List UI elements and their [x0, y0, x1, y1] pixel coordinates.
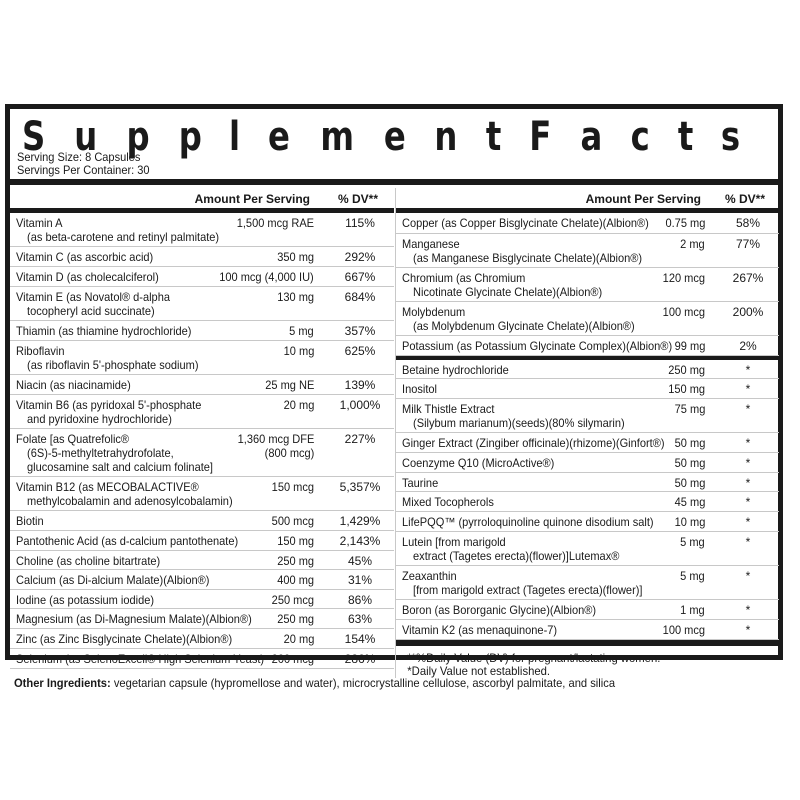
- nutrient-amount: [277, 290, 314, 304]
- footnote-dv-pregnant: **%Daily Value (DV) for pregnant/lactating women.: [407, 651, 661, 665]
- amount-value: 10 mg: [283, 344, 314, 358]
- nutrient-name-line: Coenzyme Q10 (MicroActive®): [402, 456, 555, 470]
- amount-value: 250 mg: [277, 612, 314, 626]
- nutrient-row: [10, 629, 394, 649]
- nutrient-amount: [272, 514, 314, 528]
- left-column-header: [10, 188, 394, 208]
- nutrient-name-line: Zeaxanthin: [402, 569, 457, 583]
- nutrient-row: [10, 531, 394, 551]
- nutrient-amount: [283, 632, 314, 646]
- nutrient-amount: [680, 535, 705, 549]
- amount-value: 2 mg: [680, 237, 705, 251]
- nutrient-name-line: Ginger Extract (Zingiber officinale)(rhizome)(Ginfort®): [402, 436, 665, 450]
- nutrient-amount: [674, 436, 705, 450]
- amount-value: 45 mg: [674, 495, 705, 509]
- nutrient-amount: [272, 652, 314, 666]
- title-letter: F: [529, 114, 552, 160]
- nutrient-dv: 357%: [344, 324, 376, 338]
- amount-value: 350 mg: [277, 250, 314, 264]
- nutrient-name: [16, 573, 209, 587]
- nutrient-dv: *: [745, 569, 751, 583]
- amount-value: 0.75 mg: [665, 216, 705, 230]
- nutrient-name-line: Lutein [from marigold: [402, 535, 506, 549]
- nutrient-dv: *: [745, 515, 751, 529]
- nutrient-dv: *: [745, 436, 751, 450]
- amount-value: 250 mg: [668, 363, 705, 377]
- nutrient-source: tocopheryl acid succinate): [27, 304, 155, 318]
- amount-value: 5 mg: [680, 569, 705, 583]
- nutrient-dv: *: [745, 363, 751, 377]
- footnote-dv-not-established: *Daily Value not established.: [407, 664, 551, 678]
- nutrient-row: [396, 213, 779, 234]
- title-letter: e: [383, 114, 406, 160]
- nutrient-name-line: Vitamin E (as Novatol® d-alpha: [16, 290, 170, 304]
- nutrient-dv: 63%: [347, 612, 373, 626]
- nutrient-name-line: Calcium (as Di-alcium Malate)(Albion®): [16, 573, 210, 587]
- nutrient-name-line: Manganese: [402, 237, 460, 251]
- nutrient-name-line: Folate [as Quatrefolic®: [16, 432, 130, 446]
- right-column: [395, 188, 779, 678]
- nutrient-amount: [289, 324, 314, 338]
- nutrient-amount: [219, 270, 314, 284]
- nutrient-amount: [665, 216, 705, 230]
- nutrient-source: (as Manganese Bisglycinate Chelate)(Albion®): [413, 251, 643, 265]
- nutrient-dv: 1,000%: [339, 398, 381, 412]
- nutrient-row: [396, 512, 779, 532]
- right-other-list: [396, 360, 779, 640]
- nutrient-name-line: Inositol: [402, 382, 437, 396]
- amount-value: 100 mcg: [662, 623, 705, 637]
- nutrient-source: (Silybum marianum)(seeds)(80% silymarin): [413, 416, 625, 430]
- other-ingredients: [14, 676, 615, 690]
- nutrient-amount: [237, 432, 314, 460]
- nutrient-amount: [277, 534, 314, 548]
- nutrient-amount: [663, 305, 705, 319]
- nutrient-dv: 1,429%: [339, 514, 381, 528]
- nutrient-name-line: LifePQQ™ (pyrroloquinoline quinone disodium salt): [402, 515, 654, 529]
- nutrient-dv: 227%: [344, 432, 376, 446]
- nutrient-dv: 115%: [345, 216, 375, 230]
- amount-value: 20 mg: [283, 632, 314, 646]
- nutrient-dv: 200%: [732, 305, 764, 319]
- nutrient-amount: [272, 480, 314, 494]
- nutrient-name-line: Niacin (as niacinamide): [16, 378, 131, 392]
- title-letter: t: [677, 114, 694, 160]
- nutrient-row: [10, 375, 394, 395]
- serving-size: Serving Size: 8 Capsules: [17, 150, 141, 164]
- nutrient-name-line: Milk Thistle Extract: [402, 402, 495, 416]
- nutrient-name-line: Copper (as Copper Bisglycinate Chelate)(Albion®): [402, 216, 649, 230]
- nutrient-dv: 292%: [344, 250, 376, 264]
- nutrient-name-line: Chromium (as Chromium: [402, 271, 526, 285]
- nutrient-name: [16, 652, 264, 666]
- nutrient-name-line: Molybdenum: [402, 305, 466, 319]
- nutrient-dv: 684%: [344, 290, 376, 304]
- nutrient-dv: 45%: [347, 554, 373, 568]
- nutrient-row: [396, 600, 779, 620]
- nutrient-name: [16, 612, 252, 626]
- top-divider-bar: [10, 179, 778, 185]
- amount-value: 150 mcg: [271, 480, 314, 494]
- amount-value-alt: (800 mcg): [264, 446, 314, 460]
- nutrient-row: [396, 453, 779, 473]
- nutrient-source: and pyridoxine hydrochloride): [27, 412, 172, 426]
- nutrient-dv: 58%: [735, 216, 761, 230]
- dv-header: % DV**: [724, 192, 765, 206]
- nutrient-name-line: Mixed Tocopherols: [402, 495, 494, 509]
- nutrient-name: [16, 398, 201, 426]
- nutrient-row: [10, 551, 394, 570]
- nutrient-row: [10, 321, 394, 341]
- nutrient-row: [396, 234, 779, 268]
- nutrient-dv: *: [745, 495, 751, 509]
- nutrient-name-line: Vitamin D (as cholecalciferol): [16, 270, 159, 284]
- nutrient-source: Nicotinate Glycinate Chelate)(Albion®): [413, 285, 603, 299]
- nutrient-name: [402, 436, 665, 450]
- nutrient-row: [396, 399, 779, 433]
- title-letter: p: [178, 114, 202, 160]
- nutrient-name: [16, 324, 191, 338]
- amount-value: 100 mcg: [662, 305, 705, 319]
- title-letter: l: [229, 114, 241, 160]
- right-mineral-list: [396, 213, 779, 356]
- title-letter: n: [434, 114, 458, 160]
- amount-value: 50 mg: [674, 436, 705, 450]
- nutrient-name: [16, 270, 159, 284]
- nutrient-name-line: Riboflavin: [16, 344, 65, 358]
- amount-per-serving-header: Amount Per Serving: [585, 192, 701, 206]
- amount-value: 150 mg: [277, 534, 314, 548]
- amount-value: 10 mg: [674, 515, 705, 529]
- nutrient-name-line: Zinc (as Zinc Bisglycinate Chelate)(Albion®): [16, 632, 233, 646]
- nutrient-dv: 667%: [344, 270, 376, 284]
- nutrient-name-line: Vitamin B12 (as MECOBALACTIVE®: [16, 480, 199, 494]
- nutrient-dv: 2,143%: [339, 534, 381, 548]
- nutrient-name-line: Vitamin C (as ascorbic acid): [16, 250, 154, 264]
- nutrient-dv: 139%: [344, 378, 376, 392]
- nutrient-source: (as Molybdenum Glycinate Chelate)(Albion®): [413, 319, 635, 333]
- nutrient-row: [396, 433, 779, 453]
- nutrient-name-line: Vitamin A: [16, 216, 63, 230]
- nutrient-row: [396, 492, 779, 512]
- nutrient-amount: [663, 271, 705, 285]
- nutrient-dv: *: [745, 402, 751, 416]
- nutrient-row: [10, 649, 394, 669]
- nutrient-amount: [277, 250, 314, 264]
- nutrient-dv: 286%: [344, 652, 376, 666]
- other-ingredients-text: vegetarian capsule (hypromellose and water), microcrystalline cellulose, ascorbyl palmitate, and silica: [110, 676, 616, 690]
- nutrient-amount: [674, 456, 705, 470]
- nutrient-name: [402, 402, 625, 430]
- nutrient-name: [402, 216, 649, 230]
- amount-value: 1 mg: [680, 603, 705, 617]
- right-column-header: [396, 188, 779, 208]
- amount-value: 130 mg: [277, 290, 314, 304]
- amount-value: 75 mg: [674, 402, 705, 416]
- nutrient-name-line: Iodine (as potassium iodide): [16, 593, 155, 607]
- nutrient-name: [402, 495, 494, 509]
- title-letter: e: [268, 114, 291, 160]
- left-column: [10, 188, 394, 669]
- title-letter: S: [22, 114, 46, 160]
- nutrient-dv: *: [745, 456, 751, 470]
- nutrient-name: [402, 476, 438, 490]
- title-letter: s: [721, 114, 741, 160]
- amount-value: 1,500 mcg RAE: [236, 216, 314, 230]
- nutrient-name-line: Choline (as choline bitartrate): [16, 554, 161, 568]
- title-letter: u: [74, 114, 98, 160]
- nutrient-name-line: Vitamin K2 (as menaquinone-7): [402, 623, 558, 637]
- nutrient-name: [402, 363, 509, 377]
- amount-value: 5 mg: [680, 535, 705, 549]
- nutrient-row: [396, 360, 779, 379]
- nutrient-row: [396, 379, 779, 399]
- nutrient-name: [402, 339, 672, 353]
- nutrient-amount: [674, 495, 705, 509]
- nutrient-amount: [674, 339, 705, 353]
- nutrient-source: (as riboflavin 5'-phosphate sodium): [27, 358, 199, 372]
- nutrient-amount: [680, 603, 705, 617]
- nutrient-row: [10, 287, 394, 321]
- amount-value: 150 mg: [668, 382, 705, 396]
- servings-per-container: Servings Per Container: 30: [17, 163, 150, 177]
- nutrient-source: (6S)-5-methyltetrahydrofolate,: [27, 446, 174, 460]
- nutrient-name-line: Selenium (as SelenoExcell® High Selenium Yeast): [16, 652, 265, 666]
- amount-value: 100 mcg (4,000 IU): [219, 270, 314, 284]
- nutrient-name: [402, 515, 654, 529]
- nutrient-dv: *: [745, 603, 751, 617]
- nutrient-name: [402, 603, 596, 617]
- left-nutrient-list: [10, 213, 394, 669]
- nutrient-row: [10, 213, 394, 247]
- nutrient-name: [16, 378, 131, 392]
- nutrient-amount: [265, 378, 314, 392]
- nutrient-amount: [680, 569, 705, 583]
- nutrient-dv: 86%: [347, 593, 373, 607]
- amount-value: 5 mg: [289, 324, 314, 338]
- nutrient-name-line: Pantothenic Acid (as d-calcium pantothenate): [16, 534, 239, 548]
- nutrient-dv: *: [745, 382, 751, 396]
- nutrient-name: [402, 305, 635, 333]
- nutrient-row: [10, 395, 394, 429]
- nutrient-row: [396, 336, 779, 356]
- amount-value: 50 mg: [674, 476, 705, 490]
- amount-value: 200 mcg: [271, 652, 314, 666]
- nutrient-amount: [277, 554, 314, 568]
- nutrient-row: [396, 302, 779, 336]
- other-ingredients-label: Other Ingredients:: [14, 676, 111, 690]
- amount-value: 120 mcg: [662, 271, 705, 285]
- nutrient-row: [10, 570, 394, 590]
- nutrient-amount: [277, 612, 314, 626]
- nutrient-amount: [680, 237, 705, 251]
- nutrient-name: [402, 569, 643, 597]
- nutrient-row: [10, 429, 394, 477]
- nutrient-row: [396, 473, 779, 492]
- nutrient-name: [16, 480, 233, 508]
- nutrient-row: [396, 620, 779, 640]
- nutrient-name: [16, 534, 238, 548]
- dv-header: % DV**: [337, 192, 378, 206]
- nutrient-amount: [283, 398, 314, 412]
- nutrient-dv: 5,357%: [339, 480, 381, 494]
- nutrient-dv: 77%: [735, 237, 761, 251]
- footnotes: [396, 646, 756, 678]
- nutrient-name-line: Magnesium (as Di-Magnesium Malate)(Albion®): [16, 612, 252, 626]
- nutrient-row: [396, 532, 779, 566]
- nutrient-name-line: Boron (as Bororganic Glycine)(Albion®): [402, 603, 597, 617]
- nutrient-source: [from marigold extract (Tagetes erecta)(flower)]: [413, 583, 643, 597]
- nutrient-name: [402, 535, 619, 563]
- nutrient-name: [16, 250, 153, 264]
- serving-info: [17, 151, 150, 177]
- nutrient-source: (as beta-carotene and retinyl palmitate): [27, 230, 220, 244]
- nutrient-name-line: Biotin: [16, 514, 44, 528]
- nutrient-name-line: Potassium (as Potassium Glycinate Complex)(Albion®): [402, 339, 673, 353]
- nutrient-name: [16, 290, 170, 318]
- amount-value: 50 mg: [674, 456, 705, 470]
- nutrient-dv: *: [745, 535, 751, 549]
- nutrient-dv: 625%: [344, 344, 376, 358]
- nutrient-source: extract (Tagetes erecta)(flower)]Lutemax®: [413, 549, 620, 563]
- nutrient-name-line: Betaine hydrochloride: [402, 363, 509, 377]
- nutrient-dv: 154%: [344, 632, 376, 646]
- nutrient-name-line: Vitamin B6 (as pyridoxal 5'-phosphate: [16, 398, 202, 412]
- amount-value: 20 mg: [283, 398, 314, 412]
- nutrient-name: [402, 623, 557, 637]
- nutrient-amount: [668, 363, 705, 377]
- nutrient-name-line: Taurine: [402, 476, 439, 490]
- nutrient-amount: [674, 476, 705, 490]
- nutrient-source: methylcobalamin and adenosylcobalamin): [27, 494, 233, 508]
- nutrient-amount: [668, 382, 705, 396]
- nutrient-name: [16, 344, 199, 372]
- amount-value: 99 mg: [674, 339, 705, 353]
- nutrient-amount: [674, 402, 705, 416]
- nutrient-name: [16, 514, 44, 528]
- nutrient-row: [396, 268, 779, 302]
- nutrient-dv: 267%: [732, 271, 764, 285]
- nutrient-dv: 31%: [347, 573, 373, 587]
- nutrient-name: [16, 632, 232, 646]
- amount-value: 250 mcg: [271, 593, 314, 607]
- nutrient-row: [10, 590, 394, 609]
- title-letter: p: [126, 114, 150, 160]
- nutrient-row: [10, 341, 394, 375]
- nutrient-dv: *: [745, 476, 751, 490]
- amount-value: 25 mg NE: [264, 378, 314, 392]
- nutrient-row: [10, 511, 394, 531]
- nutrient-amount: [277, 573, 314, 587]
- nutrient-row: [10, 247, 394, 267]
- nutrient-amount: [237, 216, 314, 230]
- amount-value: 250 mg: [277, 554, 314, 568]
- nutrient-dv: 2%: [739, 339, 757, 353]
- nutrient-amount: [272, 593, 314, 607]
- nutrient-amount: [663, 623, 705, 637]
- nutrient-name: [402, 456, 554, 470]
- nutrient-name: [402, 237, 642, 265]
- nutrient-amount: [674, 515, 705, 529]
- title-letter: a: [580, 114, 602, 160]
- nutrient-name: [16, 216, 219, 244]
- nutrient-row: [396, 566, 779, 600]
- nutrient-source-line2: glucosamine salt and calcium folinate]: [27, 460, 213, 474]
- nutrient-name: [402, 382, 437, 396]
- title-letter: m: [320, 114, 354, 160]
- amount-value: 400 mg: [277, 573, 314, 587]
- title-letter: t: [485, 114, 502, 160]
- nutrient-name-line: Thiamin (as thiamine hydrochloride): [16, 324, 192, 338]
- amount-value: 500 mcg: [271, 514, 314, 528]
- nutrient-name: [16, 432, 213, 474]
- nutrient-name: [16, 554, 160, 568]
- nutrient-row: [10, 267, 394, 287]
- nutrient-dv: *: [745, 623, 751, 637]
- title-letter: c: [630, 114, 650, 160]
- amount-value: 1,360 mcg DFE: [237, 432, 314, 446]
- supplement-facts-panel: [5, 104, 783, 678]
- amount-per-serving-header: Amount Per Serving: [194, 192, 310, 206]
- nutrient-row: [10, 609, 394, 629]
- nutrient-name: [16, 593, 154, 607]
- nutrient-amount: [283, 344, 314, 358]
- nutrient-name: [402, 271, 602, 299]
- nutrient-row: [10, 477, 394, 511]
